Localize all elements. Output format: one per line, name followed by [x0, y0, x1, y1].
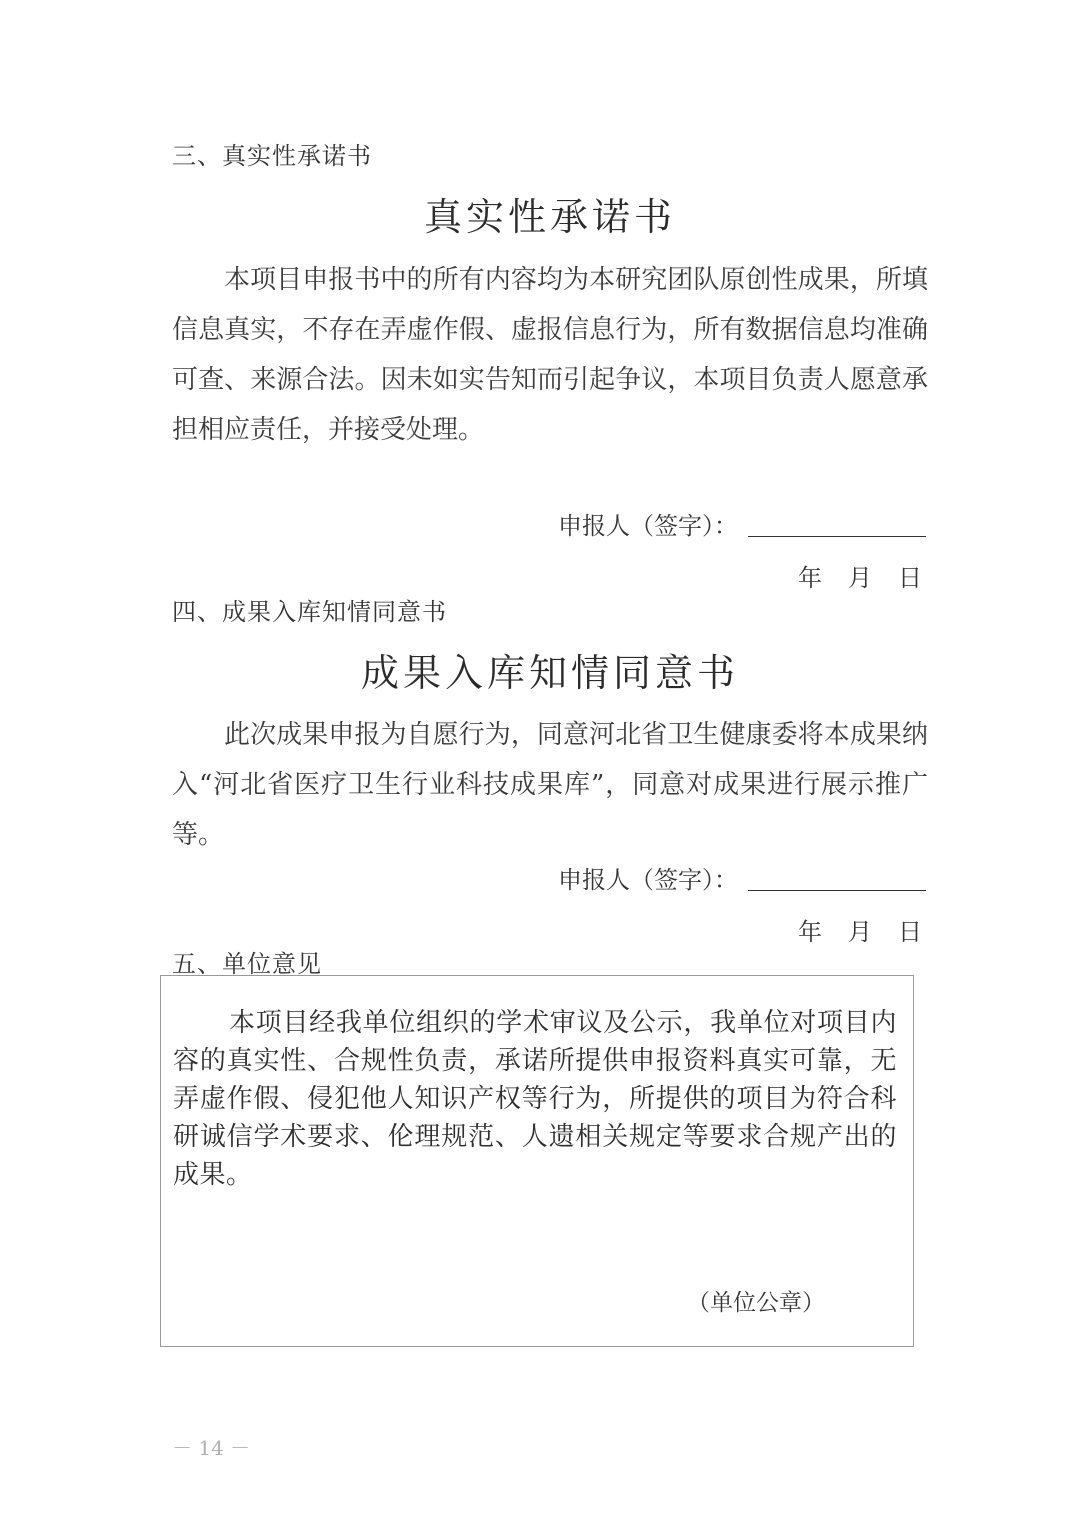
section-3-signature-row [558, 506, 928, 540]
section-3-signature-label: 申报人（签字）： [558, 512, 738, 540]
section-4-signature-row [558, 860, 928, 894]
unit-opinion-text: 本项目经我单位组织的学术审议及公示，我单位对项目内容的真实性、合规性负责，承诺所提供申报资料真实可靠，无弄虚作假、侵犯他人知识产权等行为，所提供的项目为符合科研诚信学术要求、伦理规范、人遗相关规定等要求合规产出的成果。 [173, 1008, 897, 1190]
section-4-date-month: 月 [848, 918, 872, 946]
section-3-date-month: 月 [848, 564, 872, 592]
section-3-date-day: 日 [898, 564, 922, 592]
section-4-title: 成果入库知情同意书 [360, 651, 739, 695]
page-number: － 14 － [172, 1436, 251, 1460]
section-5-heading: 五、单位意见 [172, 950, 322, 978]
section-4-paragraph: 此次成果申报为自愿行为，同意河北省卫生健康委将本成果纳入“河北省医疗卫生行业科技成果库”，同意对成果进行展示推广等。 [172, 720, 928, 850]
section-3-title: 真实性承诺书 [423, 195, 676, 239]
section-3-date-row [798, 558, 938, 593]
section-3-signature-line [748, 536, 926, 537]
section-3-paragraph: 本项目申报书中的所有内容均为本研究团队原创性成果，所填信息真实，不存在弄虚作假、虚报信息行为，所有数据信息均准确可查、来源合法。因未如实告知而引起争议，本项目负责人愿意承担相应责任，并接受处理。 [172, 265, 928, 445]
unit-opinion-box [160, 975, 914, 1347]
section-4-heading: 四、成果入库知情同意书 [172, 598, 447, 626]
section-4-date-year: 年 [798, 918, 822, 946]
section-4-signature-label: 申报人（签字）： [558, 866, 738, 894]
section-3-date-year: 年 [798, 564, 822, 592]
section-4-date-day: 日 [898, 918, 922, 946]
section-4-signature-line [748, 890, 926, 891]
section-3-heading: 三、真实性承诺书 [172, 142, 372, 170]
section-4-date-row [798, 912, 938, 947]
unit-seal-label: （单位公章） [687, 1290, 825, 1316]
